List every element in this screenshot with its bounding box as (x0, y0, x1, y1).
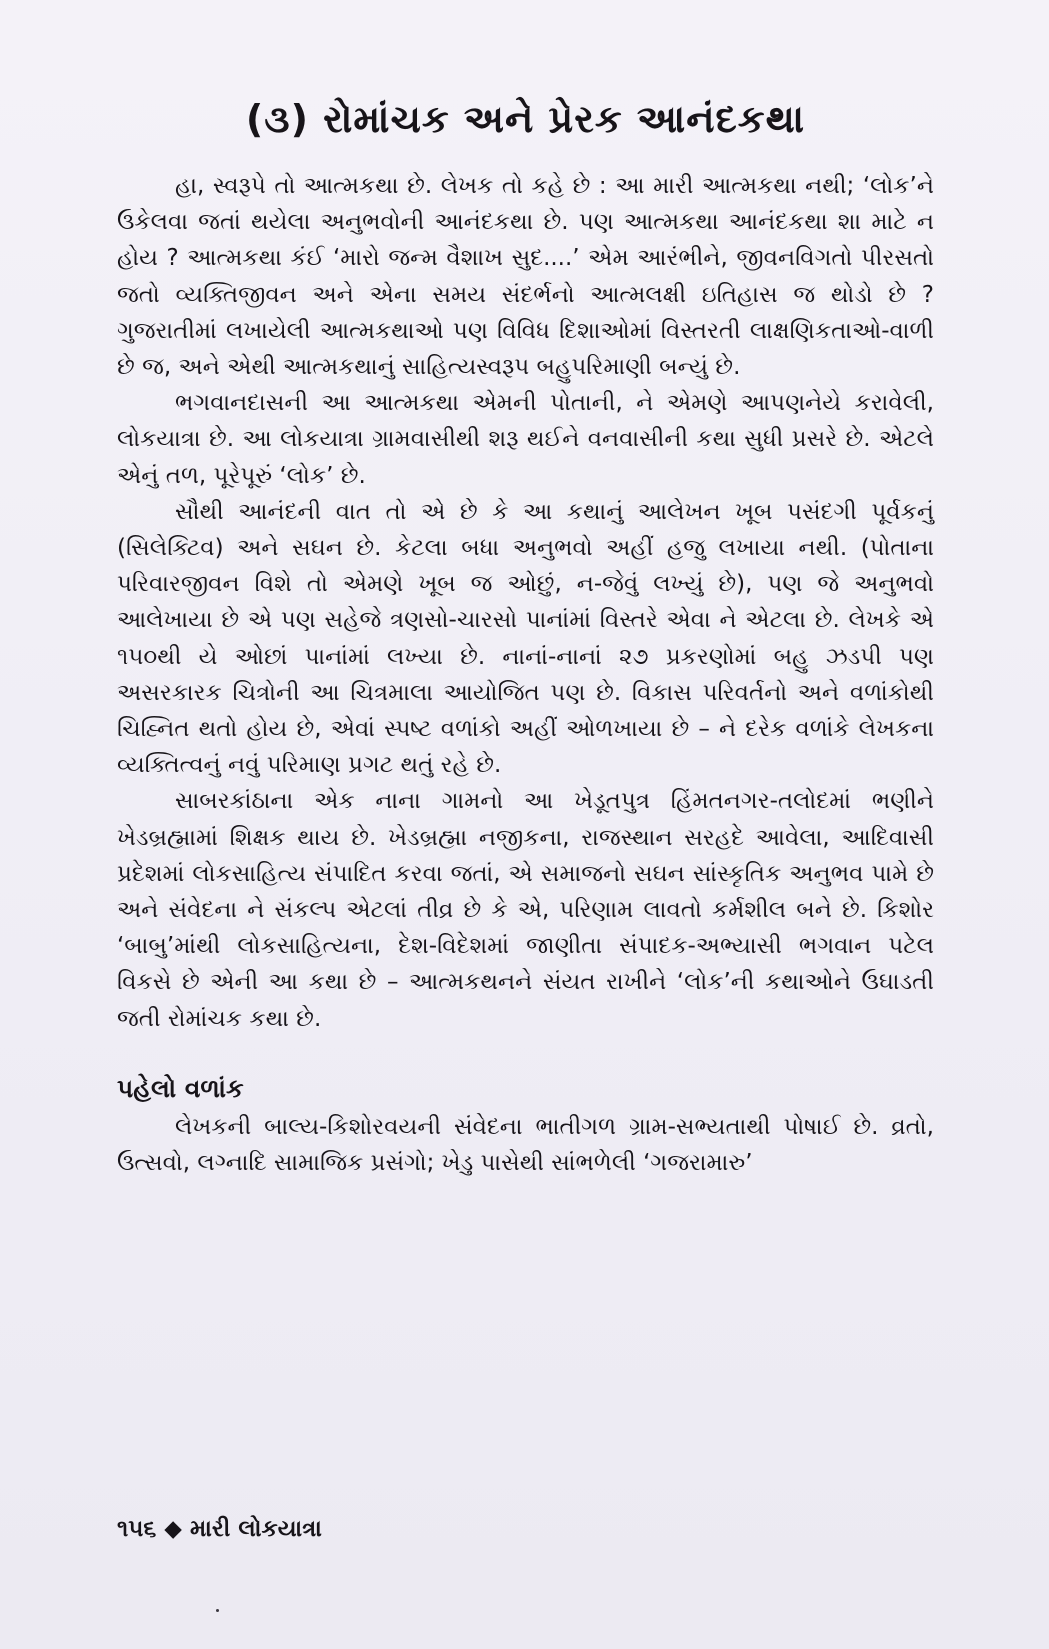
paragraph-4: સાબરકાંઠાના એક નાના ગામનો આ ખેડૂતપુત્ર હિંમતનગર-તલોદમાં ભણીને ખેડબ્રહ્મામાં શિક્ષક થાય છે. ખેડબ્રહ્મા નજીકના, રાજસ્થાન સરહદે આવેલા, આદિવાસી પ્રદેશમાં લોકસાહિત્ય સંપાદિત કરવા જતાં, એ સમાજનો સઘન સાંસ્કૃતિક અનુભવ પામે છે અને સંવેદના ને સંકલ્પ એટલાં તીવ્ર છે કે એ, પરિણામ લાવતો કર્મશીલ બને છે. કિશોર ‘બાબુ’માંથી લોકસાહિત્યના, દેશ-વિદેશમાં જાણીતા સંપાદક-અભ્યાસી ભગવાન પટેલ વિકસે છે એની આ કથા છે – આત્મકથનને સંયત રાખીને ‘લોક’ની કથાઓને ઉઘાડતી જતી રોમાંચક કથા છે. (117, 788, 934, 1032)
page-number: ૧૫૬ (117, 1516, 157, 1542)
paragraph-2: ભગવાનદાસની આ આત્મકથા એમની પોતાની, ને એમણે આપણનેયે કરાવેલી, લોકયાત્રા છે. આ લોકયાત્રા ગ્રામવાસીથી શરૂ થઈને વનવાસીની કથા સુધી પ્રસરે છે. એટલે એનું તળ, પૂરેપૂરું ‘લોક’ છે. (117, 390, 934, 489)
section-heading: પહેલો વળાંક (117, 1073, 244, 1103)
paragraph-3: સૌથી આનંદની વાત તો એ છે કે આ કથાનું આલેખન ખૂબ પસંદગી પૂર્વકનું (સિલેક્ટિવ) અને સઘન છે. કેટલા બધા અનુભવો અહીં હજુ લખાયા નથી. (પોતાના પરિવારજીવન વિશે તો એમણે ખૂબ જ ઓછું, ન-જેવું લખ્યું છે), પણ જે અનુભવો આલેખાયા છે એ પણ સહેજે ત્રણસો-ચારસો પાનાંમાં વિસ્તરે એવા ને એટલા છે. લેખકે એ ૧૫૦થી યે ઓછાં પાનાંમાં લખ્યા છે. નાનાં-નાનાં ૨૭ પ્રકરણોમાં બહુ ઝડપી પણ અસરકારક ચિત્રોની આ ચિત્રમાલા આયોજિત પણ છે. વિકાસ પરિવર્તનો અને વળાંકોથી ચિહ્નિત થતો હોય છે, એવાં સ્પષ્ટ વળાંકો અહીં ઓળખાયા છે – ને દરેક વળાંકે લેખકના વ્યક્તિત્વનું નવું પરિમાણ પ્રગટ થતું રહે છે. (117, 498, 934, 779)
paper-speck (216, 1609, 219, 1612)
book-title: મારી લોકયાત્રા (189, 1516, 322, 1542)
section-paragraph: લેખકની બાલ્ય-કિશોરવયની સંવેદના ભાતીગળ ગ્રામ-સભ્યતાથી પોષાઈ છે. વ્રતો, ઉત્સવો, લગ્નાદિ સામાજિક પ્રસંગો; ખેડુ પાસેથી સાંભળેલી ‘ગજરામારુ’ (117, 1113, 934, 1177)
paragraph-1: હા, સ્વરૂપે તો આત્મકથા છે. લેખક તો કહે છે : આ મારી આત્મકથા નથી; ‘લોક’ને ઉકેલવા જતાં થયેલા અનુભવોની આનંદકથા છે. પણ આત્મકથા આનંદકથા શા માટે ન હોય ? આત્મકથા કંઈ ‘મારો જન્મ વૈશાખ સુદ....’ એમ આરંભીને, જીવનવિગતો પીરસતો જતો વ્યક્તિજીવન અને એના સમય સંદર્ભનો આત્મલક્ષી ઇતિહાસ જ થોડો છે ? ગુજરાતીમાં લખાયેલી આત્મકથાઓ પણ વિવિધ દિશાઓમાં વિસ્તરતી લાક્ષણિકતાઓ-વાળી છે જ, અને એથી આત્મકથાનું સાહિત્યસ્વરૂપ બહુપરિમાણી બન્યું છે. (117, 173, 934, 381)
page-footer (117, 1513, 322, 1545)
chapter-title: (૩) રોમાંચક અને પ્રેરક આનંદકથા (245, 97, 806, 141)
diamond-separator-icon: ◆ (164, 1516, 182, 1542)
page-body (117, 92, 934, 1181)
